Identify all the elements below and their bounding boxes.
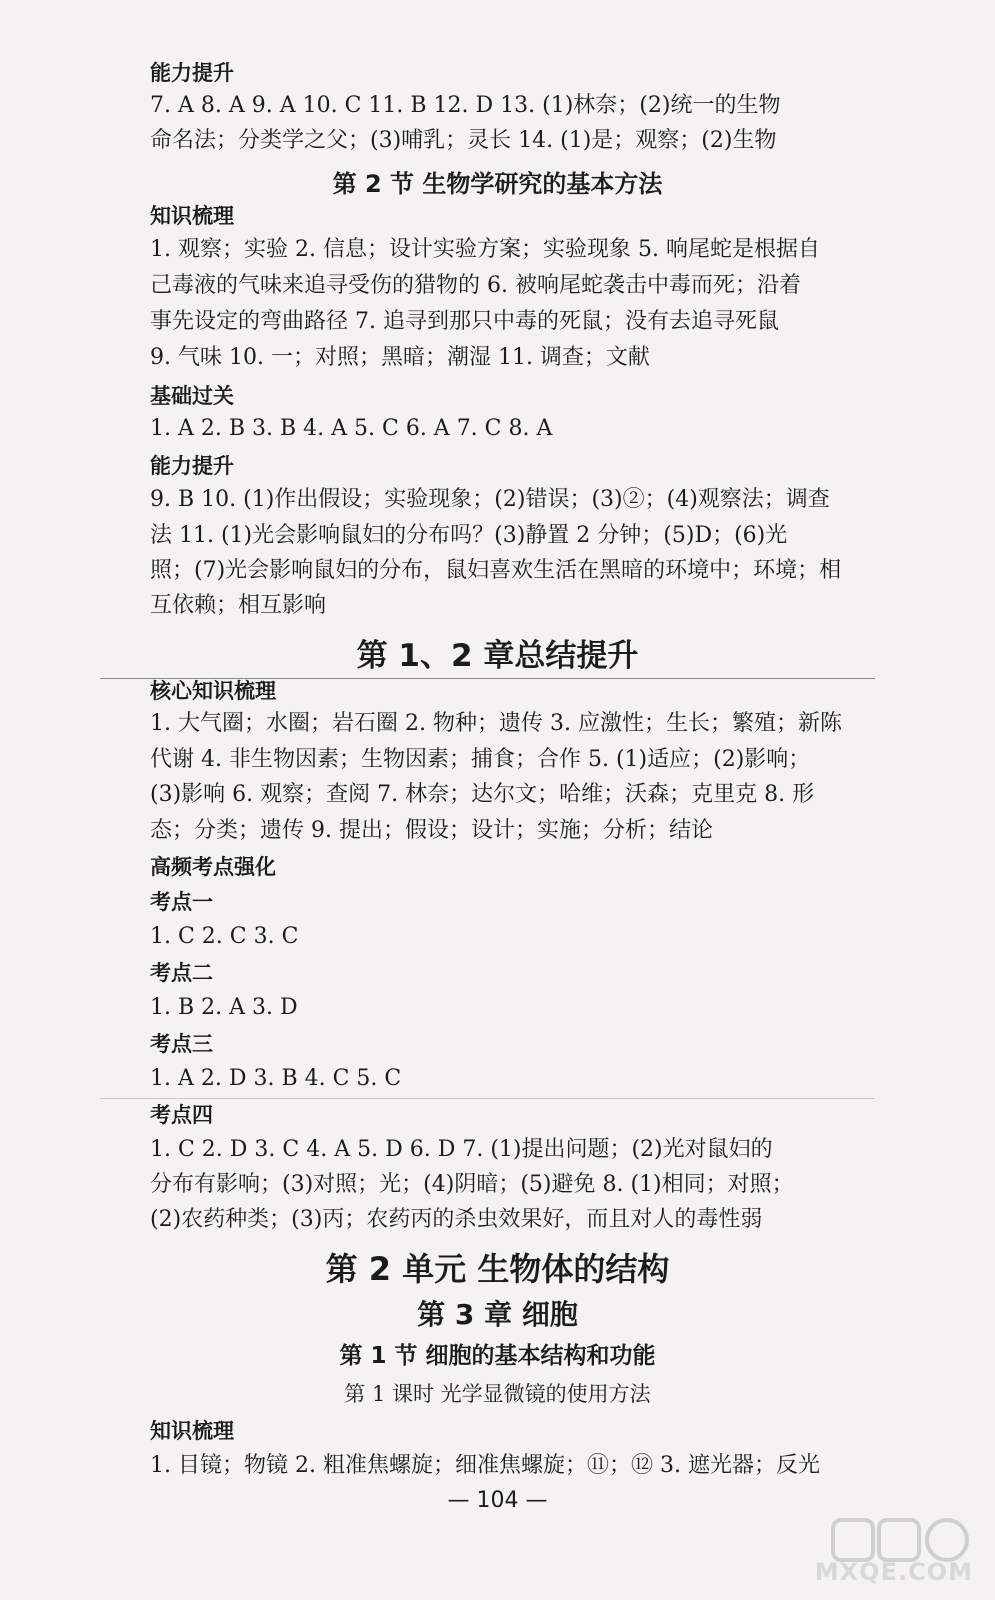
- section-title: 第 2 节 生物学研究的基本方法: [332, 170, 663, 198]
- section-heading: 能力提升: [150, 454, 234, 478]
- answer-line: 1. C 2. C 3. C: [150, 924, 299, 949]
- section-heading: 考点二: [150, 961, 213, 985]
- unit-title: 第 2 单元 生物体的结构: [325, 1250, 670, 1288]
- answer-line: 代谢 4. 非生物因素；生物因素；捕食；合作 5. (1)适应；(2)影响；: [150, 747, 811, 772]
- answer-line: 命名法；分类学之父；(3)哺乳；灵长 14. (1)是；观察；(2)生物: [150, 128, 777, 153]
- answer-line: 1. A 2. D 3. B 4. C 5. C: [150, 1066, 402, 1091]
- answer-line: 法 11. (1)光会影响鼠妇的分布吗？(3)静置 2 分钟；(5)D；(6)光: [150, 523, 788, 548]
- answer-line: 1. B 2. A 3. D: [150, 995, 298, 1020]
- section-heading: 能力提升: [150, 61, 234, 85]
- answer-line: 1. 目镜；物镜 2. 粗准焦螺旋；细准焦螺旋；⑪；⑫ 3. 遮光器；反光: [150, 1453, 820, 1478]
- answer-line: 1. 大气圈；水圈；岩石圈 2. 物种；遗传 3. 应激性；生长；繁殖；新陈: [150, 711, 842, 736]
- section-heading: 考点四: [150, 1103, 213, 1127]
- divider: [100, 1098, 875, 1099]
- section-heading: 高频考点强化: [150, 855, 276, 879]
- answer-line: 1. 观察；实验 2. 信息；设计实验方案；实验现象 5. 响尾蛇是根据自: [150, 237, 820, 262]
- section-heading: 考点三: [150, 1032, 213, 1056]
- answer-line: 1. A 2. B 3. B 4. A 5. C 6. A 7. C 8. A: [150, 416, 553, 441]
- answer-line: 7. A 8. A 9. A 10. C 11. B 12. D 13. (1)林奈；(2)统一的生物: [150, 93, 781, 118]
- answer-line: 1. C 2. D 3. C 4. A 5. D 6. D 7. (1)提出问题；(2)光对鼠妇的: [150, 1137, 773, 1162]
- answer-line: 照；(7)光会影响鼠妇的分布，鼠妇喜欢生活在黑暗的环境中；环境；相: [150, 558, 842, 583]
- section-heading: 知识梳理: [150, 204, 234, 228]
- answer-line: 分布有影响；(3)对照；光；(4)阴暗；(5)避免 8. (1)相同；对照；: [150, 1172, 794, 1197]
- chapter-title: 第 3 章 细胞: [417, 1298, 578, 1331]
- watermark-text: MXQE.COM: [814, 1558, 973, 1586]
- answer-line: (3)影响 6. 观察；查阅 7. 林奈；达尔文；哈维；沃森；克里克 8. 形: [150, 782, 815, 807]
- section-heading: 知识梳理: [150, 1419, 234, 1443]
- answer-line: 事先设定的弯曲路径 7. 追寻到那只中毒的死鼠；没有去追寻死鼠: [150, 309, 779, 334]
- chapter-summary-title: 第 1、2 章总结提升: [356, 638, 639, 674]
- section-heading: 核心知识梳理: [150, 679, 276, 703]
- answer-line: 己毒液的气味来追寻受伤的猎物的 6. 被响尾蛇袭击中毒而死；沿着: [150, 273, 801, 298]
- answer-line: (2)农药种类；(3)丙；农药丙的杀虫效果好，而且对人的毒性弱: [150, 1207, 763, 1232]
- answer-line: 9. B 10. (1)作出假设；实验现象；(2)错误；(3)②；(4)观察法；调查: [150, 487, 830, 512]
- section-heading: 基础过关: [150, 384, 234, 408]
- answer-line: 9. 气味 10. 一；对照；黑暗；潮湿 11. 调查；文献: [150, 345, 650, 370]
- page-number: — 104 —: [447, 1488, 548, 1513]
- lesson-title: 第 1 课时 光学显微镜的使用方法: [344, 1382, 651, 1406]
- answer-line: 态；分类；遗传 9. 提出；假设；设计；实施；分析；结论: [150, 818, 713, 843]
- section-heading: 考点一: [150, 890, 213, 914]
- section-title: 第 1 节 细胞的基本结构和功能: [339, 1343, 656, 1369]
- answer-line: 互依赖；相互影响: [150, 593, 327, 618]
